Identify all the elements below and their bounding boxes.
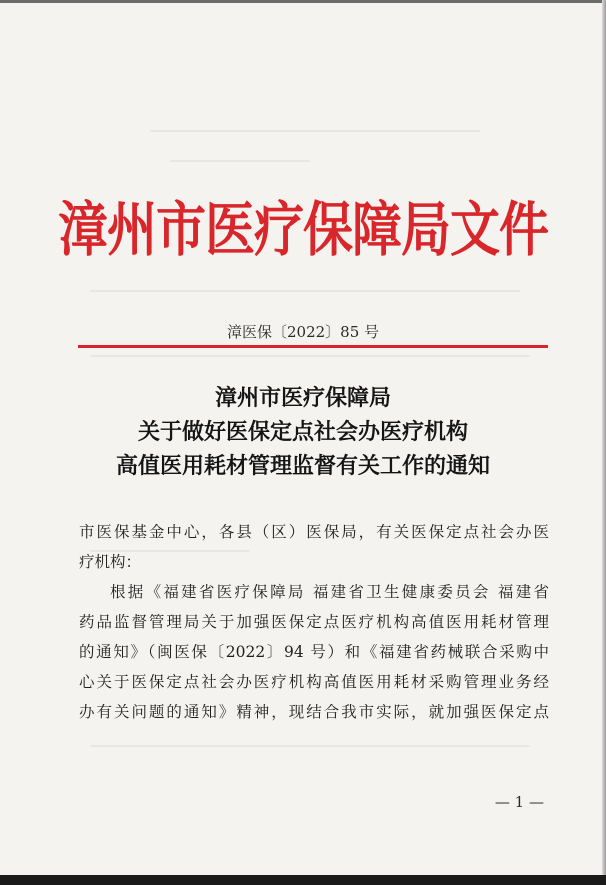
notice-title-line-3: 高值医用耗材管理监督有关工作的通知 bbox=[115, 453, 490, 479]
bleed-through-mark bbox=[90, 355, 530, 357]
body-line: 药品监督管理局关于加强医保定点医疗机构高值医用耗材管理 bbox=[79, 613, 549, 631]
bleed-through-mark bbox=[90, 745, 530, 747]
document-header-title: 漳州市医疗保障局文件 bbox=[58, 194, 548, 264]
body-line: 根据《福建省医疗保障局 福建省卫生健康委员会 福建省 bbox=[110, 583, 549, 601]
page-number: — 1 — bbox=[494, 793, 544, 811]
body-line: 办有关问题的通知》精神，现结合我市实际，就加强医保定点 bbox=[79, 703, 549, 721]
addressee bbox=[79, 517, 549, 577]
document-number: 漳医保〔2022〕85 号 bbox=[226, 323, 380, 341]
bleed-through-mark bbox=[90, 290, 520, 292]
notice-title-line-2: 关于做好医保定点社会办医疗机构 bbox=[137, 419, 468, 445]
addressee-line: 疗机构： bbox=[79, 553, 142, 571]
addressee-line: 市医保基金中心，各县（区）医保局，有关医保定点社会办医 bbox=[79, 523, 549, 541]
body-line: 心关于医保定点社会办医疗机构高值医用耗材采购管理业务经 bbox=[79, 673, 549, 691]
red-divider-line bbox=[78, 345, 548, 348]
body-paragraph bbox=[79, 577, 549, 727]
bleed-through-mark bbox=[150, 130, 480, 132]
scan-edge-bottom bbox=[0, 875, 606, 885]
scan-edge-top bbox=[0, 0, 606, 3]
bleed-through-mark bbox=[170, 160, 310, 162]
body-line: 的通知》（闽医保〔2022〕94 号）和《福建省药械联合采购中 bbox=[79, 643, 549, 661]
notice-title-line-1: 漳州市医疗保障局 bbox=[214, 385, 391, 411]
